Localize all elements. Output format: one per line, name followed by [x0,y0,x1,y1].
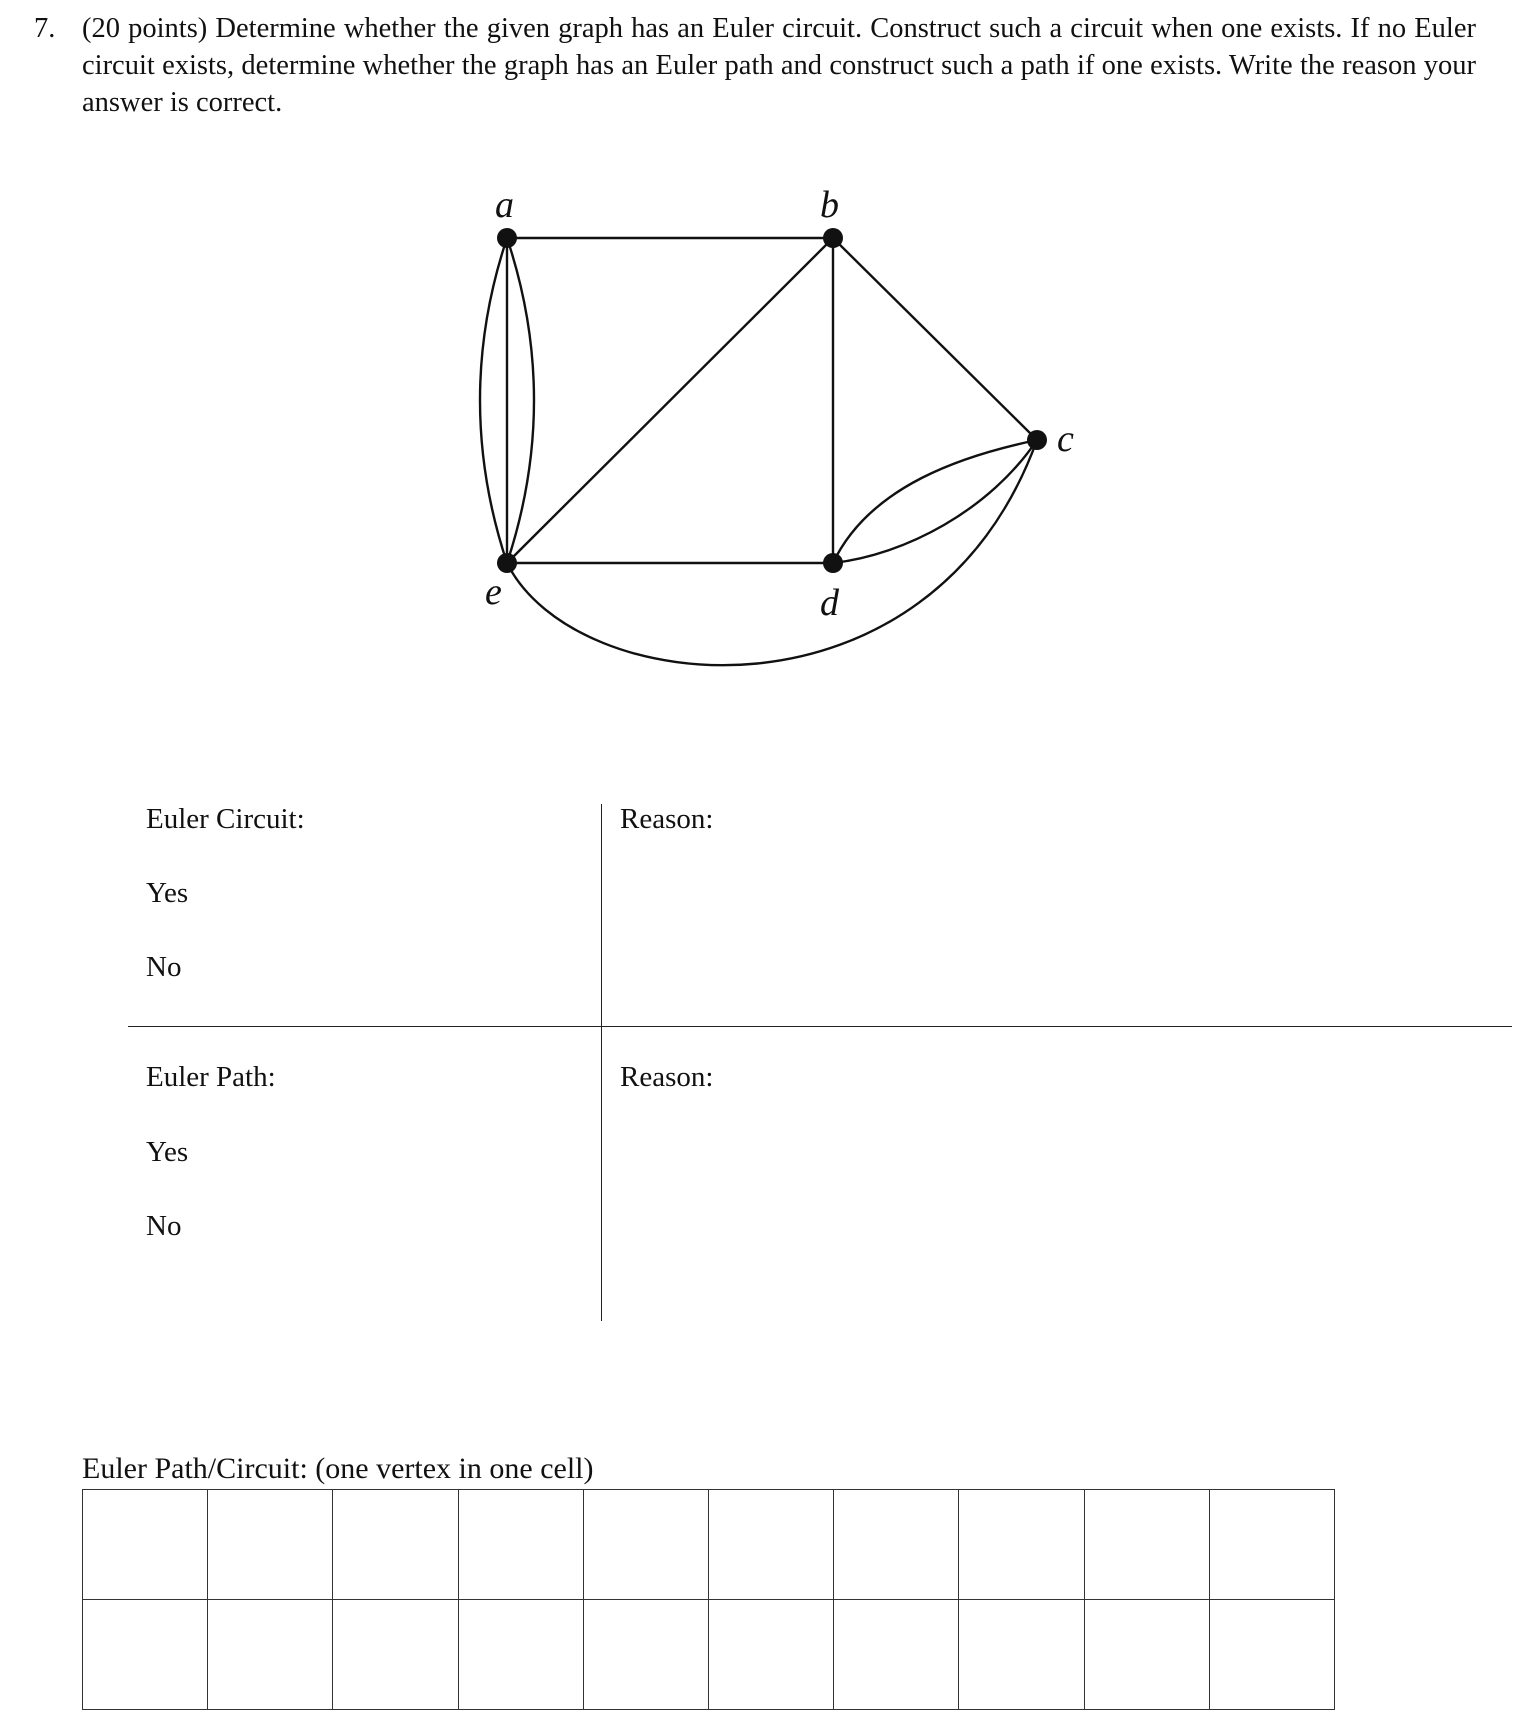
edge-a-e-left [480,238,507,563]
sequence-grid [82,1489,1335,1710]
problem-text: (20 points) Determine whether the given graph has an Euler circuit. Construct such a circuit when one exists. If no Euler circuit exists, determine whether the graph has an Euler path and construct such a path if one exists. Write the reason your answer is correct. [82,13,1476,118]
answer-divider [128,1026,1512,1027]
edge-d-c-lower [833,440,1037,563]
sequence-cell[interactable] [83,1600,208,1710]
vertex-a [497,228,517,248]
vertex-c [1027,430,1047,450]
problem-number: 7. [34,13,56,44]
vertex-label-b: b [820,184,839,226]
vertex-b [823,228,843,248]
euler-path-reason-label: Reason: [620,1061,714,1093]
sequence-label: Euler Path/Circuit: (one vertex in one cell) [82,1452,594,1485]
sequence-cell[interactable] [333,1600,458,1710]
answer-column-divider [601,804,602,1321]
vertex-label-e: e [485,571,502,613]
edge-b-e [507,238,833,563]
euler-path-yes[interactable]: Yes [146,1136,189,1168]
sequence-cell[interactable] [708,1490,833,1600]
sequence-cell[interactable] [583,1490,708,1600]
sequence-cell[interactable] [458,1490,583,1600]
vertex-e [497,553,517,573]
sequence-cell[interactable] [1209,1600,1334,1710]
sequence-row [83,1600,1335,1710]
edge-b-c [833,238,1037,440]
sequence-cell[interactable] [834,1600,959,1710]
sequence-cell[interactable] [83,1490,208,1600]
euler-circuit-reason-label: Reason: [620,803,714,835]
sequence-cell[interactable] [458,1600,583,1710]
sequence-row [83,1490,1335,1600]
euler-path-label: Euler Path: [146,1061,276,1093]
sequence-cell[interactable] [208,1490,333,1600]
vertex-d [823,553,843,573]
sequence-cell[interactable] [834,1490,959,1600]
vertex-label-a: a [495,184,514,226]
edge-e-c [507,440,1037,665]
euler-circuit-label: Euler Circuit: [146,803,305,835]
sequence-cell[interactable] [333,1490,458,1600]
sequence-cell[interactable] [1084,1600,1209,1710]
euler-path-no[interactable]: No [146,1210,182,1242]
sequence-cell[interactable] [1084,1490,1209,1600]
sequence-cell[interactable] [959,1490,1084,1600]
vertex-label-d: d [820,582,839,624]
euler-graph [0,0,1536,720]
sequence-cell[interactable] [1209,1490,1334,1600]
euler-circuit-yes[interactable]: Yes [146,877,189,909]
euler-circuit-no[interactable]: No [146,951,182,983]
sequence-cell[interactable] [959,1600,1084,1710]
sequence-cell[interactable] [708,1600,833,1710]
edge-a-e-right [507,238,534,563]
vertex-label-c: c [1057,418,1074,460]
edge-d-c-upper [833,440,1037,563]
sequence-cell[interactable] [583,1600,708,1710]
sequence-cell[interactable] [208,1600,333,1710]
